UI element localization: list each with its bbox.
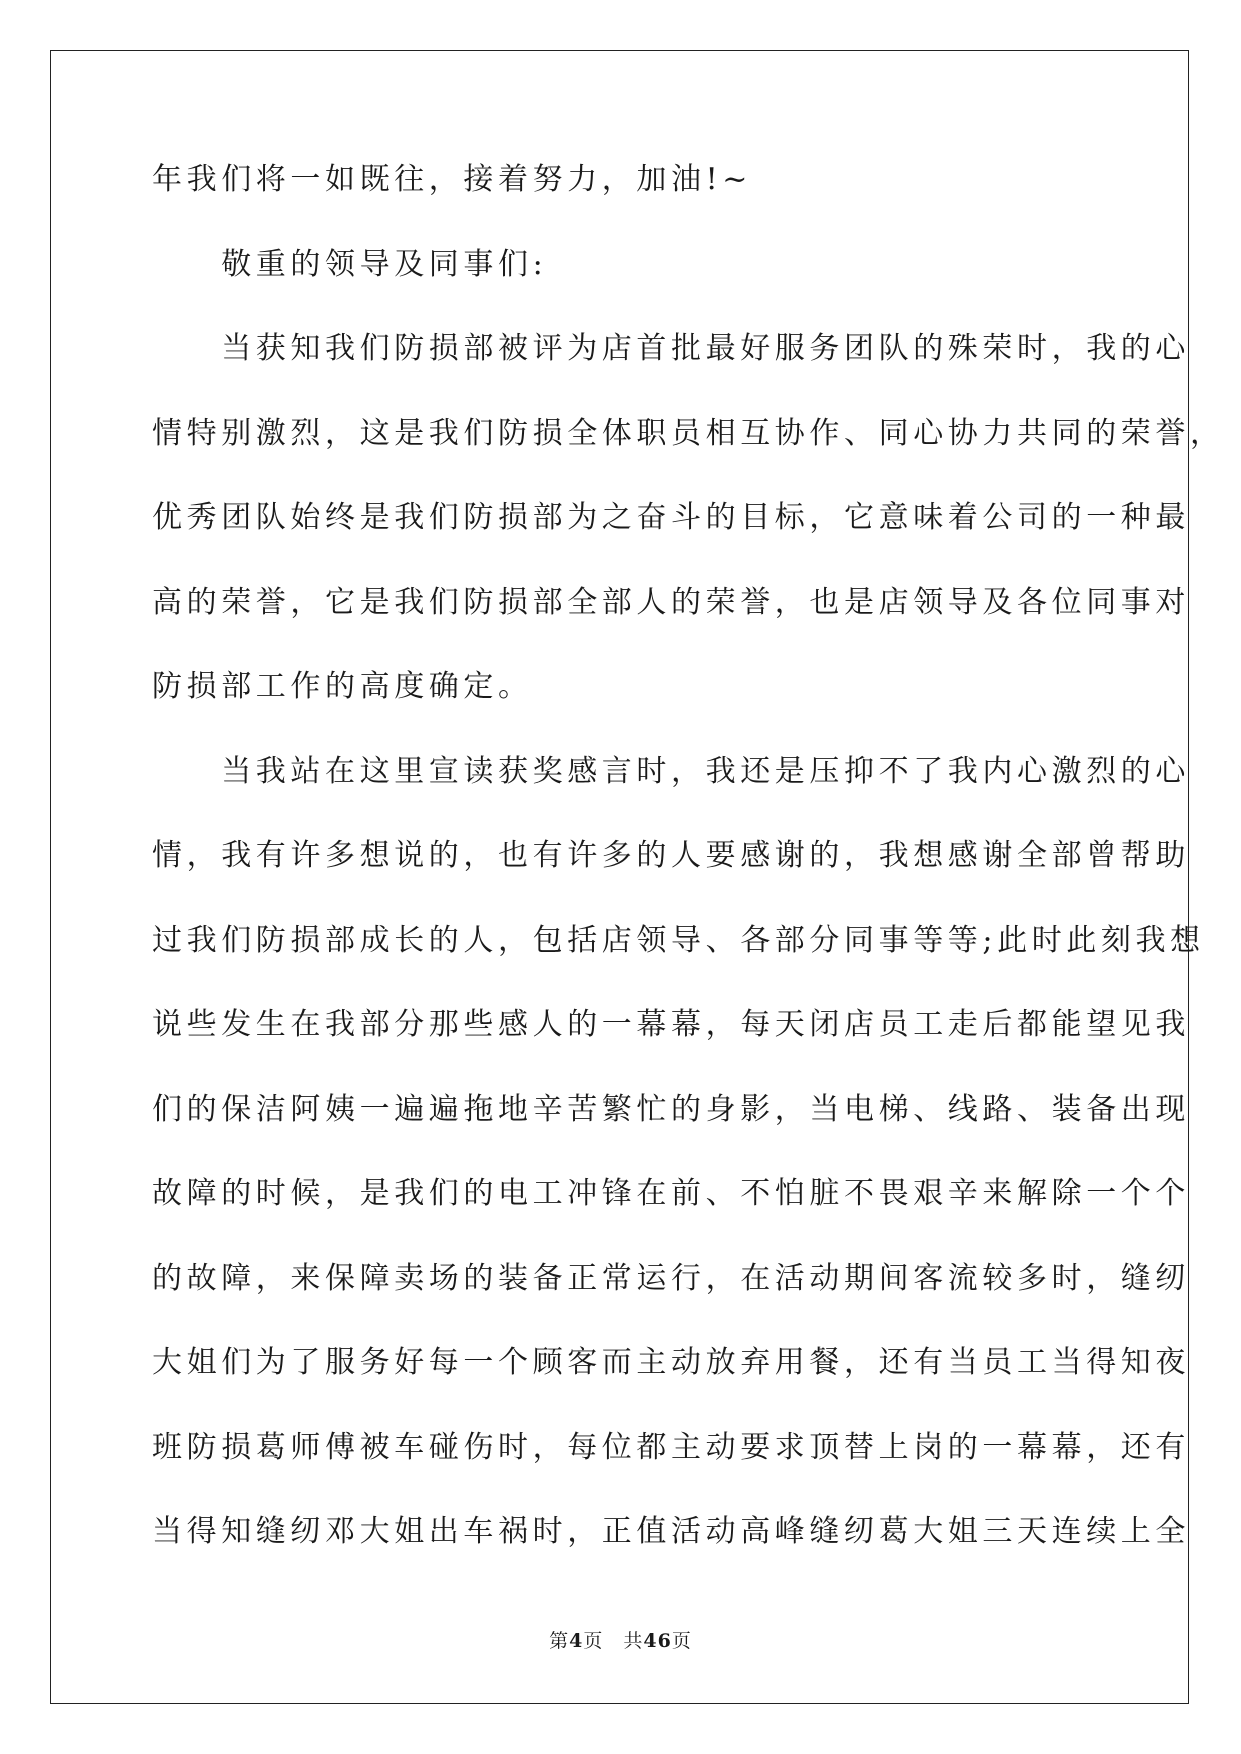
total-suffix: 页: [671, 1630, 692, 1652]
page-suffix: 页: [583, 1630, 604, 1652]
current-page-number: 4: [569, 1630, 584, 1652]
text-line: 优秀团队始终是我们防损部为之奋斗的目标，它意味着公司的一种最: [152, 500, 1190, 535]
text-line: 年我们将一如既往，接着努力，加油!~: [152, 162, 752, 197]
text-line: 当得知缝纫邓大姐出车祸时，正值活动高峰缝纫葛大姐三天连续上全: [152, 1514, 1190, 1549]
text-line: 们的保洁阿姨一遍遍拖地辛苦繁忙的身影，当电梯、线路、装备出现: [152, 1091, 1190, 1127]
document-body: [152, 162, 1225, 1599]
total-page-count: 46: [643, 1630, 672, 1652]
text-line: 的故障，来保障卖场的装备正常运行，在活动期间客流较多时，缝纫: [152, 1260, 1190, 1296]
text-line: 说些发生在我部分那些感人的一幕幕，每天闭店员工走后都能望见我: [152, 1007, 1190, 1042]
salutation-line: 敬重的领导及同事们:: [152, 246, 548, 282]
text-line: 高的荣誉，它是我们防损部全部人的荣誉，也是店领导及各位同事对: [152, 584, 1190, 620]
text-line: 班防损葛师傅被车碰伤时，每位都主动要求顶替上岗的一幕幕，还有: [152, 1429, 1190, 1465]
text-line: 大姐们为了服务好每一个顾客而主动放弃用餐，还有当员工当得知夜: [152, 1345, 1190, 1380]
text-line: 情特别激烈，这是我们防损全体职员相互协作、同心协力共同的荣誉，: [152, 415, 1225, 451]
text-line: 当获知我们防损部被评为店首批最好服务团队的殊荣时，我的心: [152, 331, 1190, 366]
text-line: 防损部工作的高度确定。: [152, 669, 533, 704]
total-prefix: 共: [623, 1630, 644, 1652]
page-footer: [0, 1626, 1241, 1653]
text-line: 故障的时候，是我们的电工冲锋在前、不怕脏不畏艰辛来解除一个个: [152, 1176, 1190, 1211]
text-line: 情，我有许多想说的，也有许多的人要感谢的，我想感谢全部曾帮助: [152, 838, 1190, 873]
text-line: 过我们防损部成长的人，包括店领导、各部分同事等等;此时此刻我想: [152, 922, 1205, 958]
page-prefix: 第: [549, 1630, 570, 1652]
text-line: 当我站在这里宣读获奖感言时，我还是压抑不了我内心激烈的心: [152, 753, 1190, 789]
